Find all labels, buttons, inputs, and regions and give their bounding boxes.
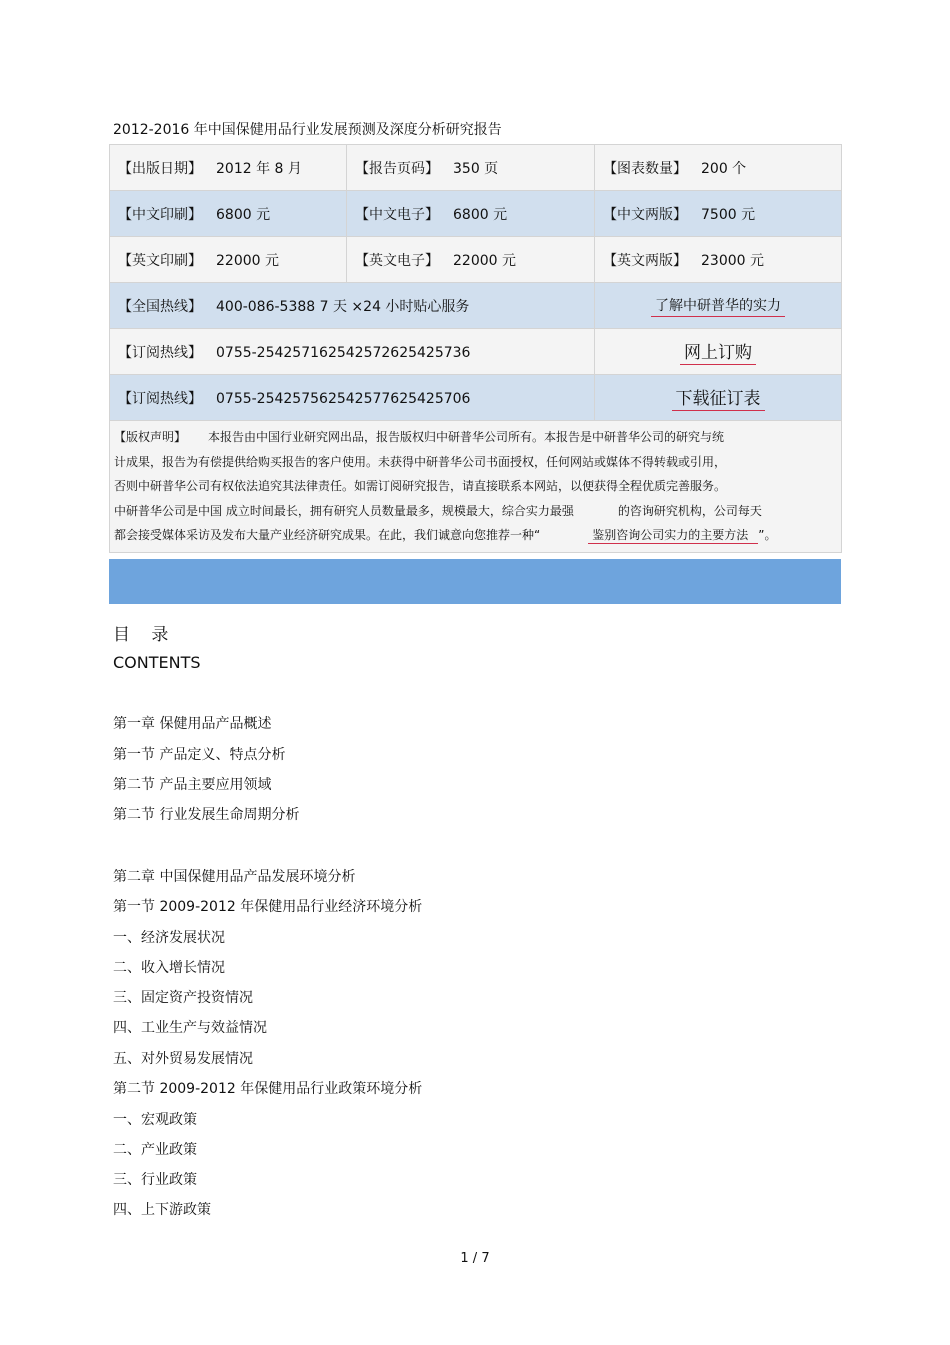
report-info-table	[109, 144, 842, 553]
toc-item: 三、固定资产投资情况	[113, 990, 253, 1006]
info-cell-company-link	[595, 283, 842, 329]
info-cell-en-both: 【英文两版】 23000 元	[595, 237, 842, 283]
info-cell-national-hotline: 【全国热线】 400-086-5388 7 天 ×24 小时贴心服务	[110, 283, 595, 329]
info-cell-cn-print: 【中文印刷】 6800 元	[110, 191, 347, 237]
info-cell-order-form	[595, 375, 842, 421]
info-cell-cn-both: 【中文两版】 7500 元	[595, 191, 842, 237]
company-strength-link[interactable]: 了解中研普华的实力	[651, 295, 785, 317]
toc-item: 一、经济发展状况	[113, 930, 225, 946]
toc-item: 二、收入增长情况	[113, 960, 225, 976]
toc-item: 三、行业政策	[113, 1172, 197, 1188]
copyright-label: 【版权声明】	[114, 430, 187, 444]
toc-item: 二、产业政策	[113, 1142, 197, 1158]
info-cell-subscription-hotline-1: 【订阅热线】 0755-254257162542572625425736	[110, 329, 595, 375]
toc-item: 第一节 2009-2012 年保健用品行业经济环境分析	[113, 899, 423, 915]
toc-item: 第一章 保健用品产品概述	[113, 716, 272, 732]
info-cell-en-electronic: 【英文电子】 22000 元	[347, 237, 595, 283]
download-order-form-link[interactable]: 下载征订表	[672, 384, 765, 411]
blue-divider-bar	[109, 559, 841, 604]
toc-item: 第二节 2009-2012 年保健用品行业政策环境分析	[113, 1081, 423, 1097]
toc-item: 第二节 产品主要应用领域	[113, 777, 272, 793]
toc-item: 一、宏观政策	[113, 1112, 197, 1128]
info-row-english-price	[110, 237, 842, 283]
toc-item: 四、上下游政策	[113, 1202, 211, 1218]
info-row-publication	[110, 145, 842, 191]
info-row-subscription-2	[110, 375, 842, 421]
toc-contents-label: CONTENTS	[113, 653, 201, 672]
toc-item: 第一节 产品定义、特点分析	[113, 747, 286, 763]
report-title: 2012-2016 年中国保健用品行业发展预测及深度分析研究报告	[113, 122, 502, 138]
info-cell-subscription-hotline-2: 【订阅热线】 0755-254257562542577625425706	[110, 375, 595, 421]
info-cell-order-online	[595, 329, 842, 375]
toc-item: 五、对外贸易发展情况	[113, 1051, 253, 1067]
toc-item: 四、工业生产与效益情况	[113, 1020, 267, 1036]
info-row-copyright	[110, 421, 842, 553]
info-cell-en-print: 【英文印刷】 22000 元	[110, 237, 347, 283]
identify-method-link[interactable]: 鉴别咨询公司实力的主要方法	[588, 528, 758, 544]
toc-item: 第二章 中国保健用品产品发展环境分析	[113, 869, 356, 885]
info-cell-chart-count: 【图表数量】 200 个	[595, 145, 842, 191]
copyright-notice: 【版权声明】 本报告由中国行业研究网出品，报告版权归中研普华公司所有。本报告是中研普华公司的研究与统 计成果，报告为有偿提供给购买报告的客户使用。未获得中研普华公司书面授权，任何网站或媒体不得转载或引用， 否则中研普华公司有权依法追究其法律责任。如需订阅研究报告，请直接联系本网站，以便获得全程优质完善服务。 中研普华公司是中国 成立时间最长，拥有研究人员数量最多，规模最大，综合实力最强 的咨询研究机构，公司每天 都会接受媒体采访及发布大量产业经济研究成果。在此，我们诚意向您推荐一种“ 鉴别咨询公司实力的主要方法 ”。	[110, 421, 842, 553]
info-cell-page-count: 【报告页码】 350 页	[347, 145, 595, 191]
toc-item: 第二节 行业发展生命周期分析	[113, 807, 300, 823]
info-cell-cn-electronic: 【中文电子】 6800 元	[347, 191, 595, 237]
info-row-chinese-price	[110, 191, 842, 237]
page-number: 1 / 7	[460, 1251, 490, 1266]
online-order-link[interactable]: 网上订购	[680, 338, 756, 365]
info-row-subscription-1	[110, 329, 842, 375]
toc-heading: 目 录	[113, 625, 177, 645]
info-row-hotline	[110, 283, 842, 329]
info-cell-publish-date: 【出版日期】 2012 年 8 月	[110, 145, 347, 191]
